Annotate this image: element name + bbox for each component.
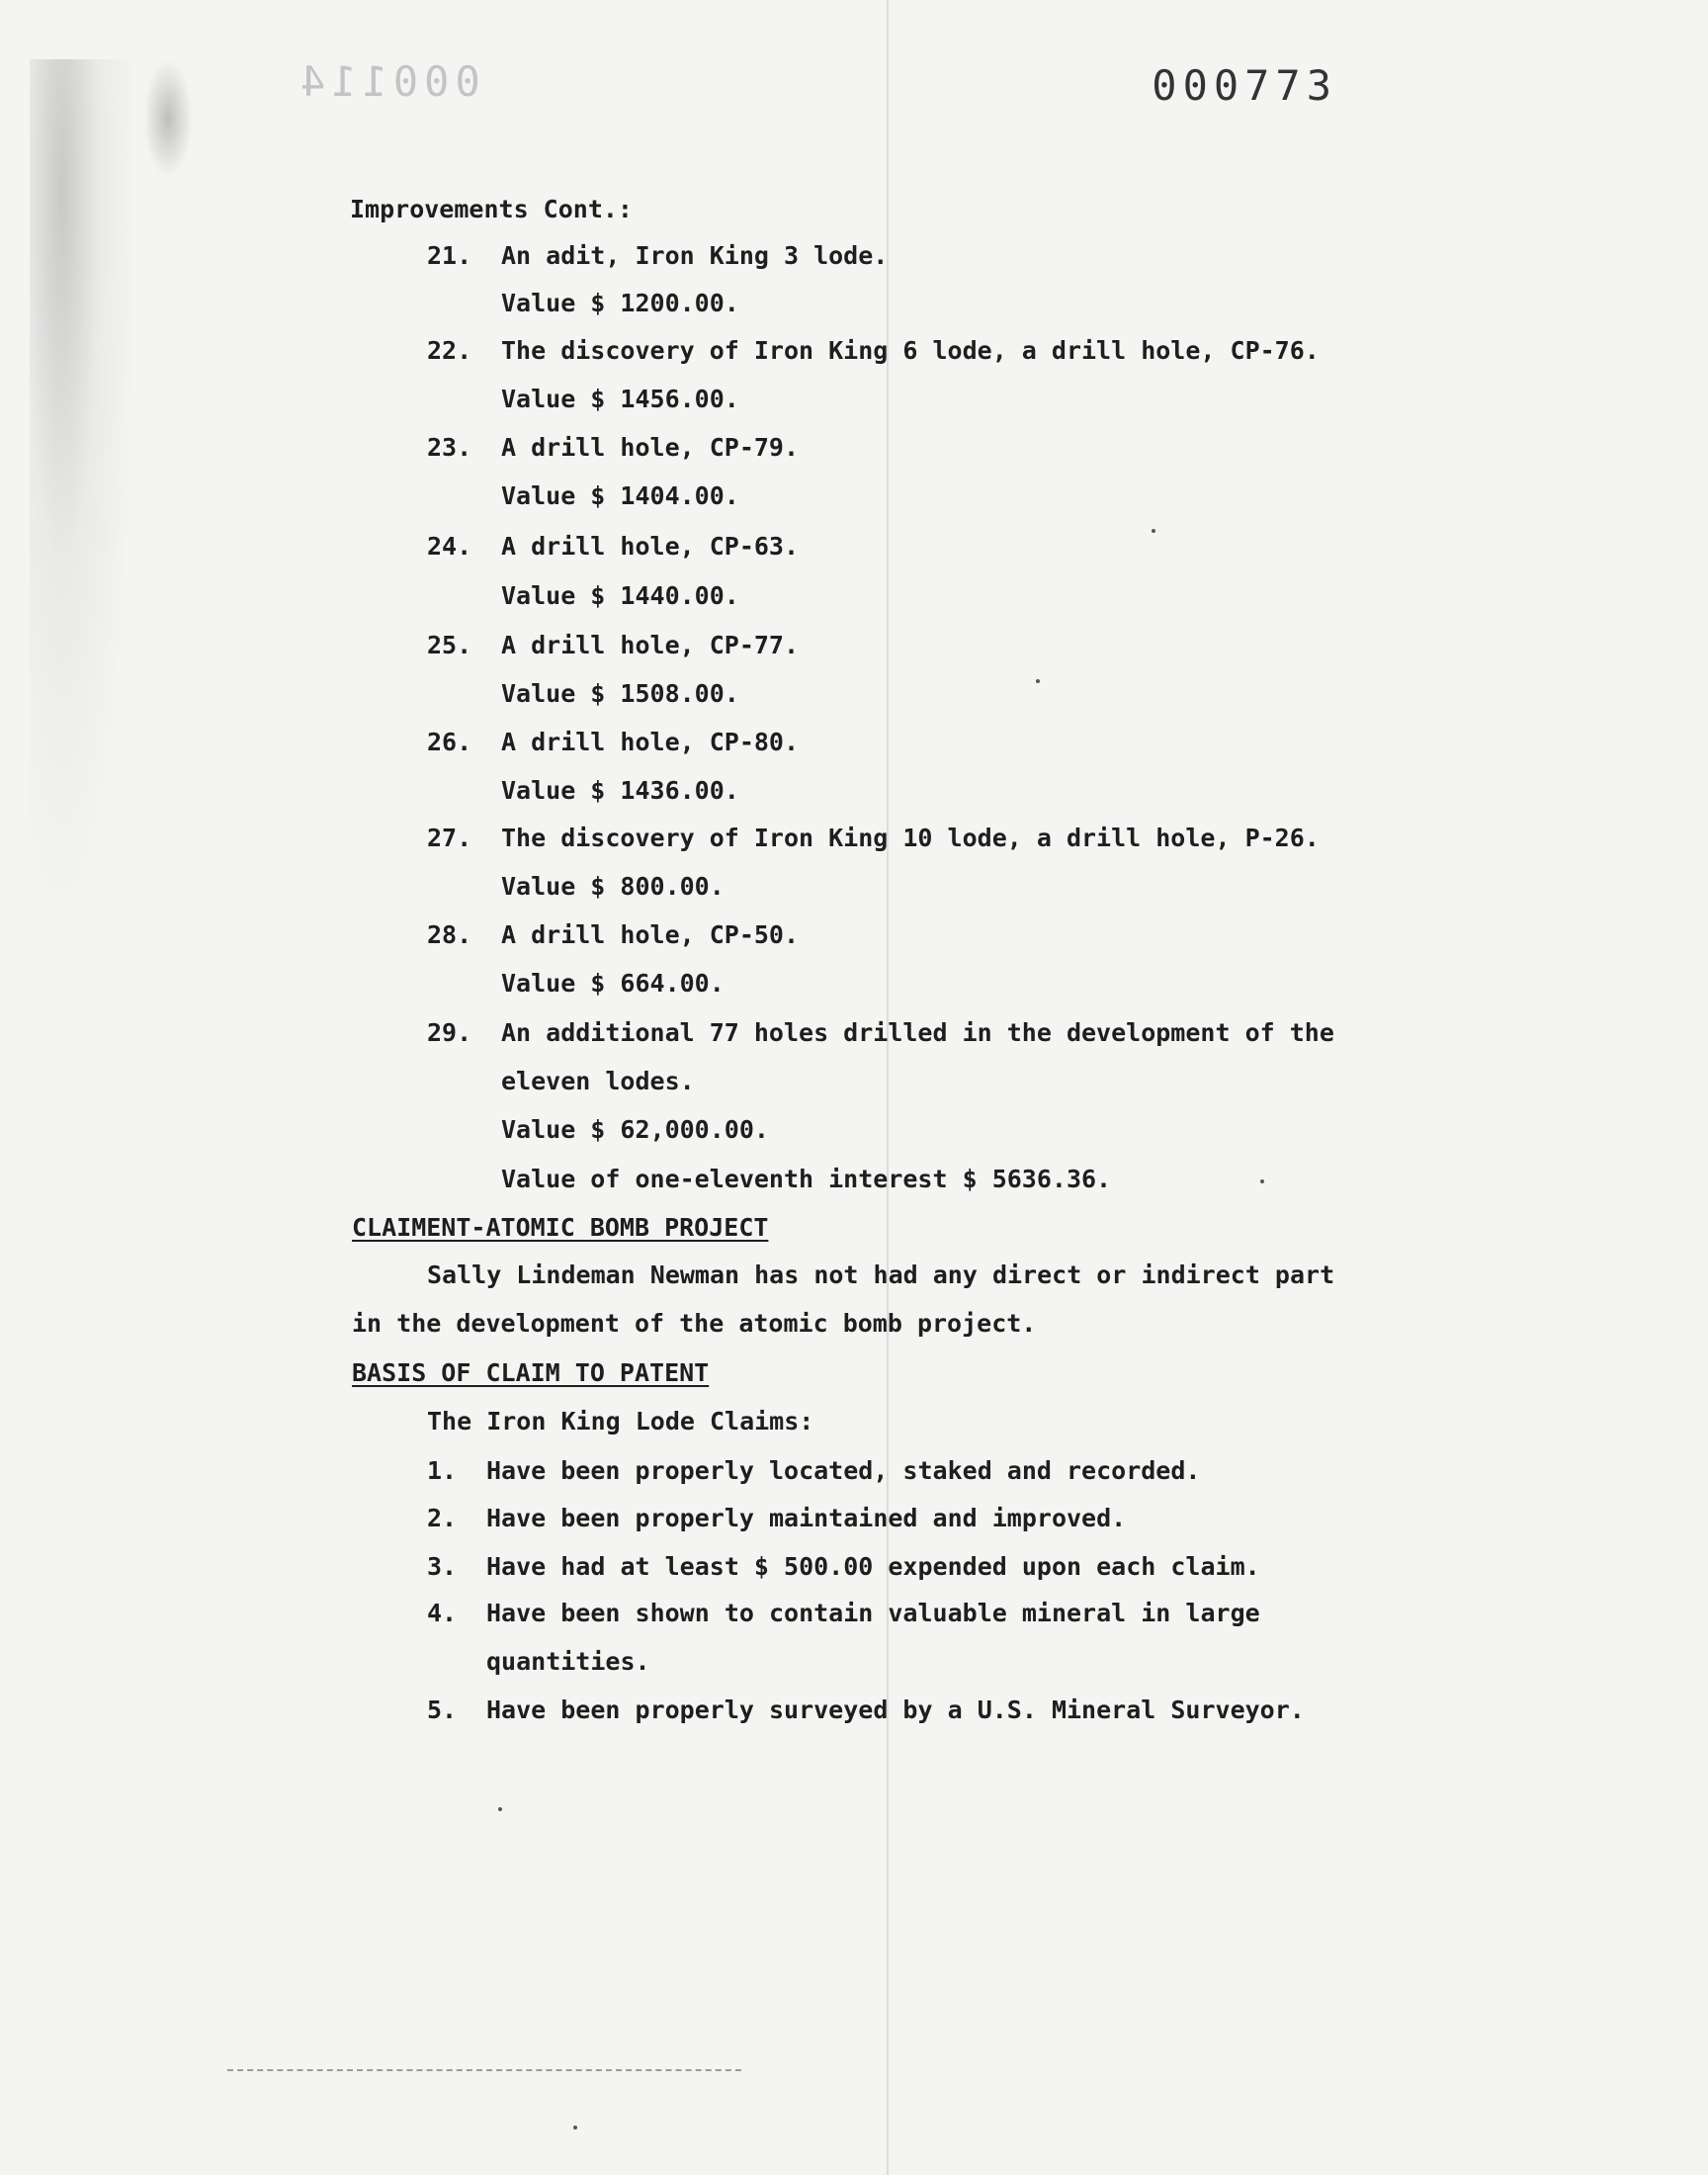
item-value: Value $ 1404.00. [501, 481, 739, 510]
claim-number: 3. [427, 1552, 458, 1581]
item-value: Value $ 1456.00. [501, 385, 739, 413]
item-value: Value $ 1440.00. [501, 581, 739, 610]
item-text: An adit, Iron King 3 lode. [501, 241, 889, 270]
page-number: 000773 [1152, 61, 1337, 110]
ink-speck [573, 2126, 577, 2130]
item-number: 26. [427, 728, 472, 756]
atomic-paragraph: in the development of the atomic bomb project. [352, 1309, 1037, 1338]
claim-number: 1. [427, 1456, 458, 1485]
item-value: Value $ 664.00. [501, 969, 725, 998]
item-value: Value $ 1508.00. [501, 679, 739, 708]
item-number: 29. [427, 1018, 472, 1047]
claim-text: Have been properly maintained and improved. [486, 1504, 1127, 1532]
item-text: A drill hole, CP-79. [501, 433, 800, 462]
item-number: 22. [427, 336, 472, 365]
item-value: Value $ 62,000.00. [501, 1115, 769, 1144]
item-text: The discovery of Iron King 10 lode, a drill hole, P-26. [501, 824, 1320, 852]
item-number: 27. [427, 824, 472, 852]
item-text: An additional 77 holes drilled in the development of the [501, 1018, 1334, 1047]
item-text: A drill hole, CP-80. [501, 728, 800, 756]
claim-number: 5. [427, 1696, 458, 1724]
item-number: 25. [427, 631, 472, 659]
fold-line [887, 0, 889, 2175]
item-value: Value $ 1436.00. [501, 776, 739, 805]
interest-value: Value of one-eleventh interest $ 5636.36. [501, 1165, 1112, 1193]
item-number: 28. [427, 920, 472, 949]
claim-number: 2. [427, 1504, 458, 1532]
atomic-section-heading: CLAIMENT-ATOMIC BOMB PROJECT [352, 1213, 769, 1242]
item-text-continued: eleven lodes. [501, 1067, 695, 1095]
claim-text: Have been shown to contain valuable mineral in large [486, 1599, 1260, 1627]
claim-text: Have had at least $ 500.00 expended upon each claim. [486, 1552, 1260, 1581]
improvements-heading: Improvements Cont.: [350, 195, 633, 223]
edge-smudge [143, 59, 193, 178]
item-number: 21. [427, 241, 472, 270]
patent-intro: The Iron King Lode Claims: [427, 1407, 814, 1436]
ink-speck [498, 1807, 502, 1811]
ghost-page-number: 000114 [295, 57, 480, 106]
item-text: A drill hole, CP-63. [501, 532, 800, 561]
claim-text: Have been properly surveyed by a U.S. Mineral Surveyor. [486, 1696, 1305, 1724]
item-value: Value $ 800.00. [501, 872, 725, 901]
ink-speck [1036, 679, 1040, 683]
item-text: A drill hole, CP-77. [501, 631, 800, 659]
ink-speck [1152, 529, 1155, 533]
item-value: Value $ 1200.00. [501, 289, 739, 317]
bottom-rule [227, 2069, 741, 2071]
claim-text-continued: quantities. [486, 1647, 650, 1676]
patent-section-heading: BASIS OF CLAIM TO PATENT [352, 1358, 710, 1387]
edge-smudge [30, 59, 138, 949]
claim-text: Have been properly located, staked and recorded. [486, 1456, 1201, 1485]
item-number: 23. [427, 433, 472, 462]
atomic-paragraph: Sally Lindeman Newman has not had any direct or indirect part [427, 1261, 1335, 1289]
ink-speck [1260, 1179, 1264, 1183]
claim-number: 4. [427, 1599, 458, 1627]
item-text: A drill hole, CP-50. [501, 920, 800, 949]
item-number: 24. [427, 532, 472, 561]
item-text: The discovery of Iron King 6 lode, a drill hole, CP-76. [501, 336, 1320, 365]
